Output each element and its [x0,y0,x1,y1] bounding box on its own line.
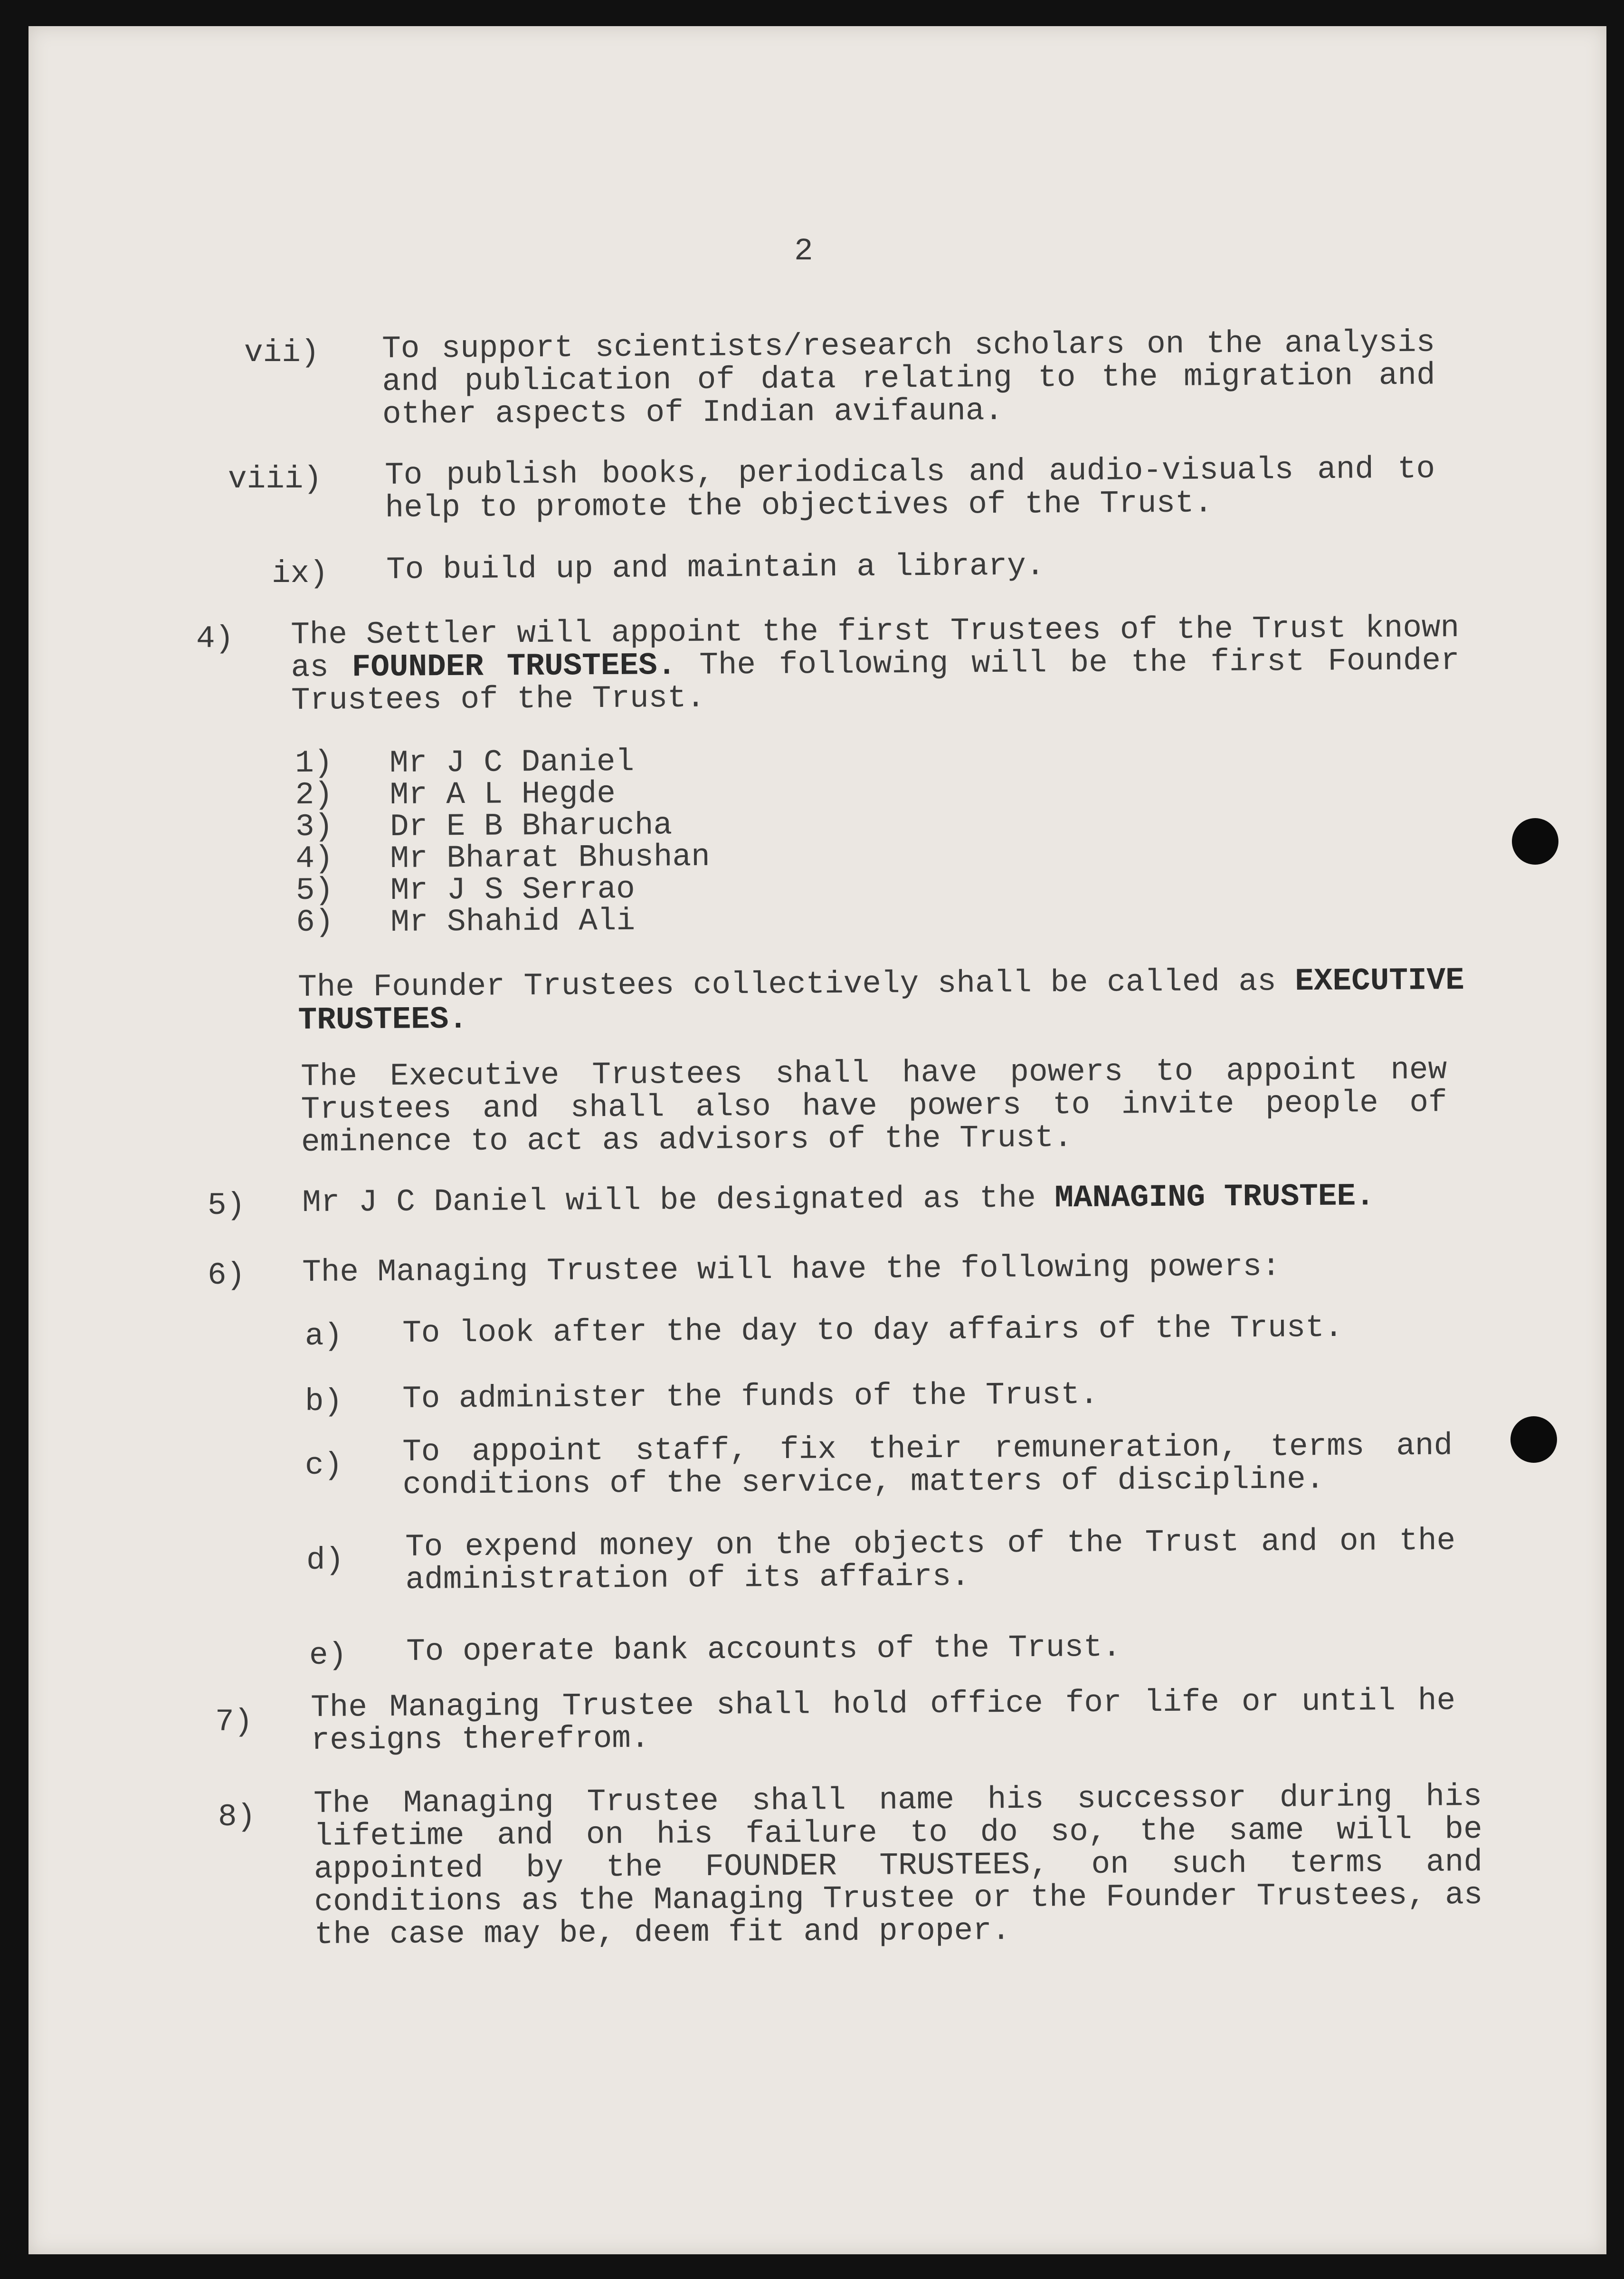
trustees-term: TRUSTEES. [298,1001,468,1038]
line: resigns therefrom. [311,1720,650,1758]
clause-4 [291,611,1460,717]
item-label: d) [306,1543,344,1578]
line: To build up and maintain a library. [386,548,1045,588]
item-label: viii) [228,461,323,497]
clause-5 [302,1180,1375,1219]
clause-label: 6) [208,1258,246,1293]
line: To support scientists/research scholars on the analysis [381,324,1435,367]
trustee-number: 6) [296,904,334,940]
line: administration of its affairs. [405,1558,970,1598]
clause-label: 8) [218,1799,256,1835]
text: as [291,649,352,686]
text: Mr J C Daniel will be designated as the [302,1180,1055,1221]
item-label: c) [305,1448,343,1483]
objective-viii [385,452,1435,524]
power-e [406,1631,1121,1668]
line: To expend money on the objects of the Trust and on the [405,1523,1456,1565]
trustee-number: 4) [295,840,333,877]
punch-hole [1512,818,1558,865]
item-label: b) [305,1384,343,1420]
line: The Managing Trustee shall name his successor during his [313,1778,1482,1821]
founder-trustees-term: FOUNDER TRUSTEES. [351,648,676,686]
line: conditions of the service, matters of discipline. [402,1461,1325,1503]
line: appointed by the FOUNDER TRUSTEES, on such terms and [313,1844,1483,1887]
line: The Settler will appoint the first Trustees of the Trust known [290,610,1460,653]
line: eminence to act as advisors of the Trust. [301,1120,1073,1160]
line: help to promote the objectives of the Trust. [385,485,1213,526]
managing-trustee-term: MANAGING TRUSTEE. [1054,1178,1375,1216]
trustee-name: Mr J C Daniel [389,744,635,781]
executive-trustees-paragraph [298,964,1464,1037]
trustee-name: Mr J S Serrao [390,871,635,908]
line: Trustees and shall also have powers to invite people of [301,1085,1447,1127]
line: To operate bank accounts of the Trust. [406,1629,1121,1669]
clause-label: 7) [215,1704,253,1740]
trustee-names [389,745,711,938]
item-label: e) [309,1638,347,1673]
power-a [402,1311,1343,1350]
trustee-name: Mr Bharat Bhushan [390,839,710,877]
line: other aspects of Indian avifauna. [382,393,1004,432]
line: Trustees of the Trust. [291,680,705,718]
trustee-name: Mr Shahid Ali [390,903,636,940]
line: conditions as the Managing Trustee or the Founder Trustees, as [314,1877,1483,1920]
line: lifetime and on his failure to do so, the same will be [313,1811,1482,1854]
objective-vii [382,326,1435,431]
line: and publication of data relating to the migration and [382,357,1435,400]
power-b [402,1378,1099,1415]
trustee-number: 3) [295,809,333,845]
line: To publish books, periodicals and audio-visuals and to [384,451,1435,493]
objective-ix [386,550,1045,586]
text: The following will be the first Founder [676,642,1460,684]
line [302,1180,1375,1219]
clause-7 [311,1684,1456,1757]
executive-term: EXECUTIVE [1295,962,1465,1000]
trustee-name: Mr A L Hegde [389,776,616,813]
item-label: ix) [272,556,328,591]
line [291,644,1459,684]
power-c [402,1429,1453,1501]
trustee-number: 2) [295,777,333,813]
power-d [405,1524,1456,1596]
clause-label: 4) [196,621,234,657]
clause-6 [302,1250,1281,1289]
trustee-number: 1) [294,745,333,781]
trustee-numbers [295,747,334,938]
line: The Executive Trustees shall have powers to appoint new [300,1052,1447,1095]
punch-hole [1510,1416,1557,1463]
line: To look after the day to day affairs of the Trust. [402,1309,1343,1351]
page-number: 2 [794,233,813,269]
trustee-name: Dr E B Bharucha [389,807,673,845]
line: The Managing Trustee will have the following powers: [302,1249,1281,1290]
clause-8 [313,1780,1483,1951]
item-label: a) [305,1318,343,1354]
text: The Founder Trustees collectively shall be called as [297,963,1295,1005]
line: To administer the funds of the Trust. [402,1377,1099,1417]
item-label: vii) [244,335,320,371]
line: the case may be, deem fit and proper. [314,1913,1011,1953]
line [298,964,1464,1004]
line: The Managing Trustee shall hold office for life or until he [310,1683,1456,1726]
trustee-number: 5) [295,872,334,908]
executive-powers-paragraph [301,1053,1447,1159]
clause-label: 5) [208,1188,246,1223]
line: To appoint staff, fix their remuneration, terms and [402,1428,1453,1470]
